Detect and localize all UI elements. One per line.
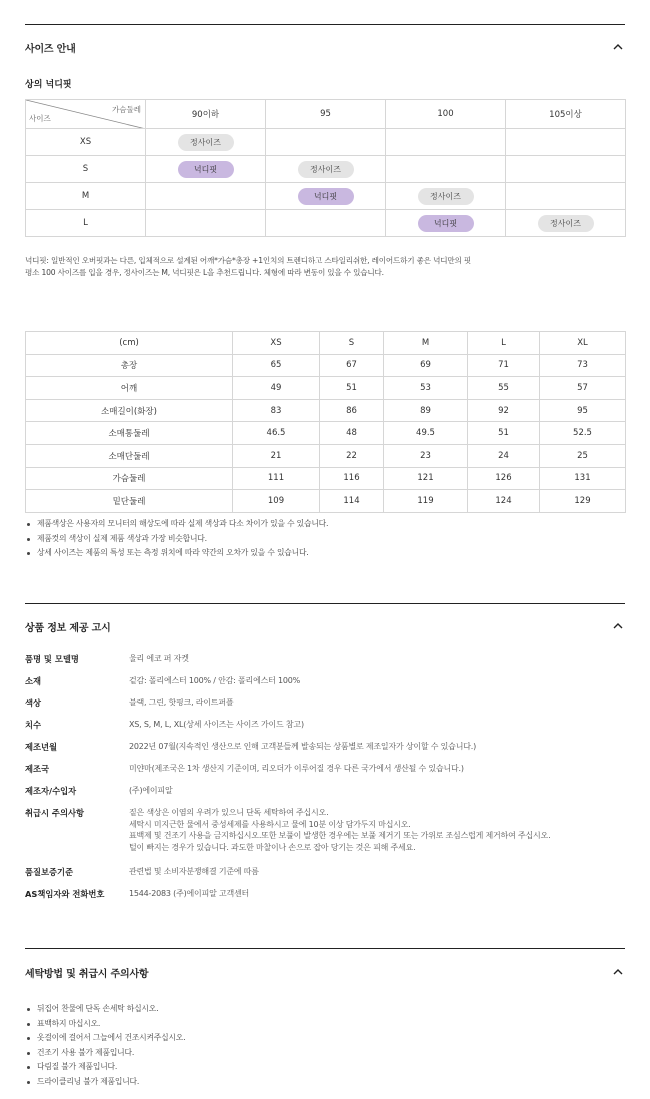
- table-cell: 67: [320, 354, 384, 377]
- info-key: 소재: [25, 676, 42, 686]
- row-label: 총장: [26, 354, 233, 377]
- table-cell: 49.5: [384, 422, 468, 445]
- fit-note: [25, 255, 625, 279]
- table-row: [26, 399, 626, 422]
- list-item: 드라이클리닝 불가 제품입니다.: [25, 1075, 185, 1090]
- column-header: 105이상: [506, 100, 626, 129]
- info-value: 1544-2083 (주)에이피알 고객센터: [129, 889, 250, 898]
- table-cell: 86: [320, 399, 384, 422]
- table-cell: 51: [320, 377, 384, 400]
- regular-fit-badge: 정사이즈: [538, 215, 594, 232]
- table-cell: 55: [468, 377, 540, 400]
- care-header[interactable]: [25, 962, 625, 982]
- section-divider: [25, 948, 625, 949]
- column-header: XS: [233, 332, 320, 355]
- row-label: 소매길이(화장): [26, 399, 233, 422]
- info-value: 블랙, 그린, 핫핑크, 라이트퍼플: [129, 698, 234, 707]
- regular-fit-badge: 정사이즈: [418, 188, 474, 205]
- row-label: 밑단둘레: [26, 490, 233, 513]
- table-cell: 24: [468, 444, 540, 467]
- table-row: [26, 422, 626, 445]
- table-cell: 111: [233, 467, 320, 490]
- table-cell: 129: [540, 490, 626, 513]
- table-cell: 116: [320, 467, 384, 490]
- list-item: 뒤집어 찬물에 단독 손세탁 하십시오.: [25, 1002, 185, 1017]
- info-value: 관련법 및 소비자분쟁해결 기준에 따름: [129, 867, 259, 876]
- chevron-up-icon[interactable]: [611, 619, 625, 633]
- size-guide-title: 사이즈 안내: [25, 43, 76, 55]
- table-row: [26, 444, 626, 467]
- table-cell: 57: [540, 377, 626, 400]
- care-list: [25, 1002, 185, 1089]
- diag-label-chest: 가슴둘레: [112, 105, 141, 114]
- info-value: (주)에이피알: [129, 786, 173, 795]
- size-guide-header[interactable]: [25, 37, 625, 57]
- size-label: XS: [26, 129, 146, 156]
- table-cell: 25: [540, 444, 626, 467]
- info-row: [25, 653, 625, 675]
- table-row: [26, 490, 626, 513]
- table-cell: 71: [468, 354, 540, 377]
- recommend-table: [25, 99, 626, 237]
- row-label: 소매단둘레: [26, 444, 233, 467]
- column-header: S: [320, 332, 384, 355]
- product-info-header[interactable]: [25, 616, 625, 636]
- recommend-row: [26, 156, 626, 183]
- size-label: L: [26, 210, 146, 237]
- table-cell: 53: [384, 377, 468, 400]
- table-cell: 92: [468, 399, 540, 422]
- list-item: 표백하지 마십시오.: [25, 1017, 185, 1032]
- table-cell: 119: [384, 490, 468, 513]
- product-info-title: 상품 정보 제공 고시: [25, 622, 111, 634]
- measurement-table: [25, 331, 626, 513]
- info-value: 울리 에코 퍼 자켓: [129, 654, 189, 663]
- column-header: 95: [266, 100, 386, 129]
- info-key: 제조자/수입자: [25, 786, 77, 796]
- recommend-row: [26, 210, 626, 237]
- info-key: 색상: [25, 698, 42, 708]
- info-value: 짙은 색상은 이염의 우려가 있으니 단독 세탁하여 주십시오. 세탁시 미지근한 물에서 중성세제를 사용하시고 물에 10분 이상 담가두지 마십시오. 표백제 및 건조기 사용을 금지하십시오.또한 보풀이 발생한 경우에는 보풀 제거기 또는 가위로 조심스럽게 제거하여 주십시오. 털이 빠지는 경우가 있습니다. 과도한 마찰이나 손으로 잡아 당기는 것은 피해 주세요.: [129, 808, 551, 852]
- table-cell: 131: [540, 467, 626, 490]
- table-cell: 124: [468, 490, 540, 513]
- product-info-list: [25, 653, 625, 910]
- info-value: 미얀마(제조국은 1차 생산지 기준이며, 리오더가 이루어질 경우 다른 국가에서 생산될 수 있습니다.): [129, 764, 464, 773]
- table-cell: 21: [233, 444, 320, 467]
- info-key: 품질보증기준: [25, 867, 74, 877]
- recommend-row: [26, 183, 626, 210]
- column-header: M: [384, 332, 468, 355]
- info-key: AS책임자와 전화번호: [25, 889, 105, 899]
- info-row: [25, 888, 625, 910]
- recommend-header-row: [26, 100, 626, 129]
- chevron-up-icon[interactable]: [611, 965, 625, 979]
- info-key: 제조국: [25, 764, 50, 774]
- table-cell: 121: [384, 467, 468, 490]
- info-key: 치수: [25, 720, 42, 730]
- table-row: [26, 467, 626, 490]
- column-header: L: [468, 332, 540, 355]
- info-row: [25, 719, 625, 741]
- table-cell: 114: [320, 490, 384, 513]
- info-row: [25, 675, 625, 697]
- loose-fit-badge: 넉디핏: [178, 161, 234, 178]
- list-item: 상세 사이즈는 제품의 특성 또는 측정 위치에 따라 약간의 오차가 있을 수 있습니다.: [25, 546, 328, 561]
- table-cell: 83: [233, 399, 320, 422]
- fit-note-line: 평소 100 사이즈를 입을 경우, 정사이즈는 M, 넉디핏은 L을 추천드립니다. 체형에 따라 변동이 있을 수 있습니다.: [25, 268, 384, 277]
- table-cell: 89: [384, 399, 468, 422]
- row-label: 가슴둘레: [26, 467, 233, 490]
- column-header: 90이하: [146, 100, 266, 129]
- list-item: 옷걸이에 걸어서 그늘에서 건조시켜주십시오.: [25, 1031, 185, 1046]
- table-cell: 22: [320, 444, 384, 467]
- info-key: 제조년월: [25, 742, 58, 752]
- regular-fit-badge: 정사이즈: [178, 134, 234, 151]
- column-header: (cm): [26, 332, 233, 355]
- table-cell: 73: [540, 354, 626, 377]
- table-row: [26, 377, 626, 400]
- list-item: 제품색상은 사용자의 모니터의 해상도에 따라 실제 색상과 다소 차이가 있을 수 있습니다.: [25, 517, 328, 532]
- care-title: 세탁방법 및 취급시 주의사항: [25, 968, 149, 980]
- info-row: [25, 741, 625, 763]
- info-key: 취급시 주의사항: [25, 808, 84, 818]
- row-label: 어깨: [26, 377, 233, 400]
- list-item: 다림질 불가 제품입니다.: [25, 1060, 185, 1075]
- info-row: [25, 697, 625, 719]
- size-label: S: [26, 156, 146, 183]
- diagonal-header-cell: [26, 100, 146, 129]
- table-cell: 51: [468, 422, 540, 445]
- recommend-row: [26, 129, 626, 156]
- row-label: 소매통둘레: [26, 422, 233, 445]
- info-row: [25, 866, 625, 888]
- fit-note-line: 넉디핏: 일반적인 오버핏과는 다른, 입체적으로 설계된 어깨*가슴*총장 +1인치의 트렌디하고 스타일리쉬한, 레이어드하기 좋은 넉디만의 핏: [25, 256, 472, 265]
- list-item: 건조기 사용 불가 제품입니다.: [25, 1046, 185, 1061]
- size-label: M: [26, 183, 146, 210]
- section-divider: [25, 603, 625, 604]
- info-value: XS, S, M, L, XL(상세 사이즈는 사이즈 가이드 참고): [129, 720, 304, 729]
- column-header: XL: [540, 332, 626, 355]
- measurement-header-row: [26, 332, 626, 355]
- measurement-notes: [25, 517, 328, 561]
- list-item: 제품컷의 색상이 실제 제품 색상과 가장 비슷합니다.: [25, 532, 328, 547]
- info-key: 품명 및 모델명: [25, 654, 79, 664]
- diag-label-size: 사이즈: [29, 114, 51, 123]
- loose-fit-badge: 넉디핏: [418, 215, 474, 232]
- table-cell: 52.5: [540, 422, 626, 445]
- loose-fit-badge: 넉디핏: [298, 188, 354, 205]
- info-row: [25, 785, 625, 807]
- table-cell: 23: [384, 444, 468, 467]
- chevron-up-icon[interactable]: [611, 40, 625, 54]
- table-cell: 48: [320, 422, 384, 445]
- table-cell: 109: [233, 490, 320, 513]
- table-cell: 126: [468, 467, 540, 490]
- info-value: 겉감: 폴리에스터 100% / 안감: 폴리에스터 100%: [129, 676, 301, 685]
- info-row: [25, 763, 625, 785]
- table-cell: 69: [384, 354, 468, 377]
- table-cell: 65: [233, 354, 320, 377]
- size-guide-subtitle: 상의 넉디핏: [25, 80, 72, 90]
- table-cell: 49: [233, 377, 320, 400]
- table-row: [26, 354, 626, 377]
- info-value: 2022년 07월(지속적인 생산으로 인해 고객분들께 발송되는 상품별로 제조일자가 상이할 수 있습니다.): [129, 742, 477, 751]
- table-cell: 95: [540, 399, 626, 422]
- table-cell: 46.5: [233, 422, 320, 445]
- section-divider: [25, 24, 625, 25]
- column-header: 100: [386, 100, 506, 129]
- info-row: [25, 807, 625, 866]
- regular-fit-badge: 정사이즈: [298, 161, 354, 178]
